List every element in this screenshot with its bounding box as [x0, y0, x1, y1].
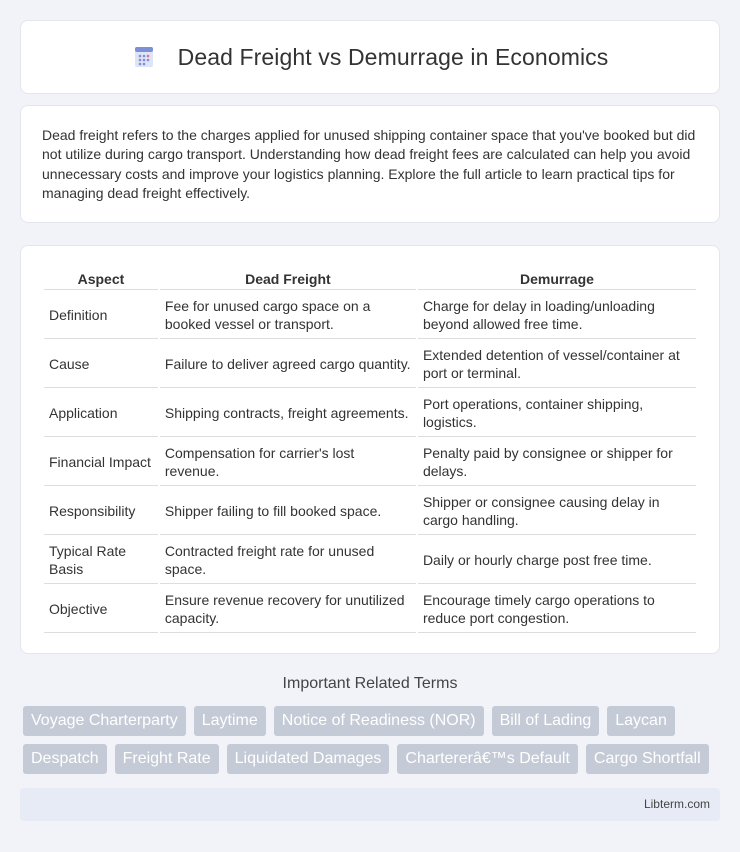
tag-despatch[interactable]: Despatch: [23, 744, 107, 774]
tag-notice-of-readiness[interactable]: Notice of Readiness (NOR): [274, 706, 484, 736]
table-row: [44, 586, 696, 633]
tag-row: [23, 706, 723, 736]
row-dead-freight: Ensure revenue recovery for unutilized capacity.: [160, 586, 416, 633]
tag-charterers-default[interactable]: Chartererâ€™s Default: [397, 744, 578, 774]
intro-text: Dead freight refers to the charges applied for unused shipping container space that you've booked but did not utilize during cargo transport. Understanding how dead freight fees are calculated can help you avoid unnecessary costs and improve your logistics planning. Explore the full article to learn practical tips for managing dead freight effectively.: [42, 127, 696, 202]
row-aspect: Objective: [44, 586, 158, 633]
tag-freight-rate[interactable]: Freight Rate: [115, 744, 219, 774]
row-dead-freight: Failure to deliver agreed cargo quantity.: [160, 341, 416, 388]
row-demurrage: Penalty paid by consignee or shipper for delays.: [418, 439, 696, 486]
row-aspect: Typical Rate Basis: [44, 537, 158, 584]
table-row: [44, 488, 696, 535]
intro-card: [20, 105, 720, 223]
title-card: [20, 20, 720, 94]
row-dead-freight: Compensation for carrier's lost revenue.: [160, 439, 416, 486]
column-header-aspect: Aspect: [44, 268, 158, 290]
row-dead-freight: Shipper failing to fill booked space.: [160, 488, 416, 535]
table-header-row: [44, 268, 696, 290]
footer-site-link[interactable]: Libterm.com: [643, 797, 710, 811]
table-row: [44, 537, 696, 584]
row-demurrage: Charge for delay in loading/unloading beyond allowed free time.: [418, 292, 696, 339]
related-terms-heading: Important Related Terms: [282, 675, 458, 692]
tag-bill-of-lading[interactable]: Bill of Lading: [492, 706, 600, 736]
table-row: [44, 390, 696, 437]
column-header-dead-freight: Dead Freight: [160, 268, 416, 290]
column-header-demurrage: Demurrage: [418, 268, 696, 290]
row-demurrage: Daily or hourly charge post free time.: [418, 537, 696, 584]
tag-laytime[interactable]: Laytime: [194, 706, 266, 736]
comparison-card: [20, 245, 720, 654]
row-demurrage: Shipper or consignee causing delay in cargo handling.: [418, 488, 696, 535]
row-aspect: Responsibility: [44, 488, 158, 535]
table-row: [44, 341, 696, 388]
page-title: Dead Freight vs Demurrage in Economics: [177, 43, 609, 70]
table-row: [44, 292, 696, 339]
row-aspect: Definition: [44, 292, 158, 339]
row-aspect: Financial Impact: [44, 439, 158, 486]
row-demurrage: Extended detention of vessel/container at port or terminal.: [418, 341, 696, 388]
row-dead-freight: Fee for unused cargo space on a booked vessel or transport.: [160, 292, 416, 339]
row-dead-freight: Shipping contracts, freight agreements.: [160, 390, 416, 437]
row-demurrage: Port operations, container shipping, logistics.: [418, 390, 696, 437]
tag-liquidated-damages[interactable]: Liquidated Damages: [227, 744, 390, 774]
row-dead-freight: Contracted freight rate for unused space.: [160, 537, 416, 584]
document-icon: [132, 45, 156, 69]
comparison-table: [42, 266, 698, 635]
related-terms-list: [23, 706, 723, 782]
tag-cargo-shortfall[interactable]: Cargo Shortfall: [586, 744, 709, 774]
tag-row: [23, 744, 723, 774]
footer: [20, 788, 720, 821]
tag-voyage-charterparty[interactable]: Voyage Charterparty: [23, 706, 186, 736]
tag-laycan[interactable]: Laycan: [607, 706, 675, 736]
row-aspect: Application: [44, 390, 158, 437]
row-demurrage: Encourage timely cargo operations to reduce port congestion.: [418, 586, 696, 633]
row-aspect: Cause: [44, 341, 158, 388]
table-row: [44, 439, 696, 486]
